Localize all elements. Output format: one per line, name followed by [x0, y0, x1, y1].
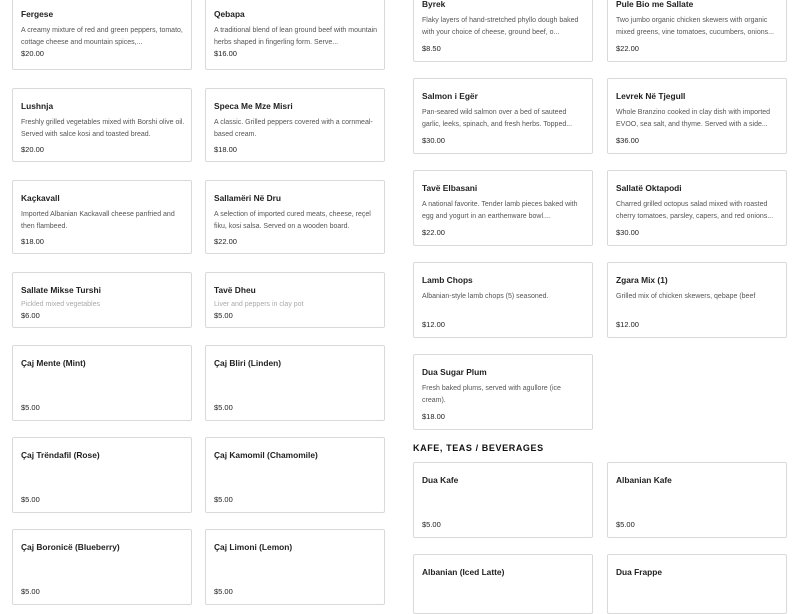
- item-description: Grilled mix of chicken skewers, qebape (beef: [616, 293, 756, 300]
- item-price: $18.00: [422, 412, 445, 421]
- item-name: Çaj Boronicë (Blueberry): [21, 542, 120, 552]
- item-description: Imported Albanian Kackavall cheese panfried and then flambeed.: [21, 211, 175, 230]
- item-name: Lushnja: [21, 101, 54, 111]
- item-price: $5.00: [214, 311, 233, 320]
- item-name: Levrek Në Tjegull: [616, 91, 686, 101]
- menu-item-card[interactable]: [12, 88, 192, 162]
- item-name: Lamb Chops: [422, 275, 473, 285]
- item-description: A national favorite. Tender lamb pieces baked with egg and yogurt in an earthenware bowl....: [422, 201, 578, 220]
- item-price: $18.00: [21, 237, 44, 246]
- item-description: Fresh baked plums, served with agullore (ice cream).: [422, 385, 561, 404]
- item-name: Pule Bio me Sallate: [616, 0, 694, 9]
- menu-item-card[interactable]: [12, 180, 192, 254]
- menu-item-card[interactable]: [607, 262, 787, 338]
- item-name: Byrek: [422, 0, 446, 9]
- item-price: $5.00: [21, 403, 40, 412]
- menu-item-card[interactable]: [607, 0, 787, 62]
- item-name: Dua Sugar Plum: [422, 367, 487, 377]
- item-price: $22.00: [214, 237, 237, 246]
- item-name: Tavë Dheu: [214, 285, 256, 295]
- item-name: Albanian (Iced Latte): [422, 567, 505, 577]
- item-price: $5.00: [422, 520, 441, 529]
- menu-item-card[interactable]: [205, 437, 385, 513]
- item-name: Sallatë Oktapodi: [616, 183, 682, 193]
- item-description: Pickled mixed vegetables: [21, 301, 100, 308]
- menu-item-card[interactable]: [12, 437, 192, 513]
- item-price: $22.00: [422, 228, 445, 237]
- menu-item-card[interactable]: [413, 78, 593, 154]
- item-name: Çaj Limoni (Lemon): [214, 542, 293, 552]
- menu-item-card[interactable]: [607, 554, 787, 614]
- item-price: $30.00: [616, 228, 639, 237]
- item-description: Freshly grilled vegetables mixed with Borshi olive oil. Served with salce kosi and toasted bread.: [21, 119, 185, 138]
- item-name: Sallamëri Në Dru: [214, 193, 282, 203]
- item-price: $5.00: [21, 495, 40, 504]
- menu-item-card[interactable]: [205, 345, 385, 421]
- menu-item-card[interactable]: [205, 0, 385, 70]
- menu-item-card[interactable]: [12, 272, 192, 328]
- menu-item-card[interactable]: [12, 345, 192, 421]
- menu-item-card[interactable]: [205, 88, 385, 162]
- item-price: $16.00: [214, 49, 237, 58]
- item-price: $12.00: [616, 320, 639, 329]
- menu-item-card[interactable]: [12, 0, 192, 70]
- item-description: A selection of imported cured meats, cheese, reçel fiku, kosi salsa. Served on a wooden board.: [214, 211, 371, 230]
- item-description: Liver and peppers in clay pot: [214, 301, 304, 308]
- item-description: Flaky layers of hand-stretched phyllo dough baked with your choice of cheese, ground beef, o...: [422, 17, 579, 36]
- menu-item-card[interactable]: [607, 78, 787, 154]
- item-description: A classic. Grilled peppers covered with a cornmeal-based cream.: [214, 119, 373, 138]
- menu-item-card[interactable]: [205, 272, 385, 328]
- item-price: $5.00: [21, 587, 40, 596]
- item-price: $5.00: [214, 403, 233, 412]
- item-description: A creamy mixture of red and green peppers, tomato, cottage cheese and mountain spices,...: [21, 27, 183, 46]
- item-price: $18.00: [214, 145, 237, 154]
- item-price: $22.00: [616, 44, 639, 53]
- item-name: Albanian Kafe: [616, 475, 672, 485]
- item-name: Sallate Mikse Turshi: [21, 285, 101, 295]
- menu-item-card[interactable]: [12, 529, 192, 605]
- item-price: $12.00: [422, 320, 445, 329]
- item-price: $6.00: [21, 311, 40, 320]
- item-name: Tavë Elbasani: [422, 183, 478, 193]
- menu-item-card[interactable]: [413, 262, 593, 338]
- item-price: $8.50: [422, 44, 441, 53]
- item-name: Çaj Mente (Mint): [21, 358, 86, 368]
- item-name: Çaj Kamomil (Chamomile): [214, 450, 318, 460]
- item-price: $36.00: [616, 136, 639, 145]
- menu-item-card[interactable]: [607, 462, 787, 538]
- item-description: Charred grilled octopus salad mixed with roasted cherry tomatoes, parsley, capers, and red onions...: [616, 201, 774, 220]
- item-name: Fergese: [21, 9, 54, 19]
- item-name: Dua Kafe: [422, 475, 459, 485]
- item-name: Salmon i Egër: [422, 91, 478, 101]
- item-description: Whole Branzino cooked in clay dish with imported EVOO, sea salt, and thyme. Served with a side...: [616, 109, 771, 128]
- item-price: $20.00: [21, 49, 44, 58]
- item-name: Zgara Mix (1): [616, 275, 668, 285]
- menu-item-card[interactable]: [413, 554, 593, 614]
- item-name: Çaj Bliri (Linden): [214, 358, 281, 368]
- menu-item-card[interactable]: [205, 529, 385, 605]
- item-description: Albanian-style lamb chops (5) seasoned.: [422, 293, 549, 300]
- section-heading: KAFE, TEAS / BEVERAGES: [413, 443, 544, 453]
- item-name: Speca Me Mze Misri: [214, 101, 293, 111]
- item-description: Two jumbo organic chicken skewers with organic mixed greens, vine tomatoes, cucumbers, onions...: [616, 17, 774, 36]
- item-name: Dua Frappe: [616, 567, 663, 577]
- menu-item-card[interactable]: [607, 170, 787, 246]
- item-price: $5.00: [214, 495, 233, 504]
- item-name: Kaçkavall: [21, 193, 60, 203]
- menu-item-card[interactable]: [205, 180, 385, 254]
- menu-item-card[interactable]: [413, 354, 593, 430]
- item-price: $5.00: [616, 520, 635, 529]
- item-price: $20.00: [21, 145, 44, 154]
- item-name: Qebapa: [214, 9, 245, 19]
- item-description: Pan-seared wild salmon over a bed of sauteed garlic, leeks, spinach, and fresh herbs. Topped...: [422, 109, 573, 128]
- item-price: $30.00: [422, 136, 445, 145]
- menu-item-card[interactable]: [413, 170, 593, 246]
- item-description: A traditional blend of lean ground beef with mountain herbs shaped in fingerling form. Serve...: [214, 27, 378, 46]
- item-price: $5.00: [214, 587, 233, 596]
- item-name: Çaj Trëndafil (Rose): [21, 450, 100, 460]
- menu-item-card[interactable]: [413, 0, 593, 62]
- menu-item-card[interactable]: [413, 462, 593, 538]
